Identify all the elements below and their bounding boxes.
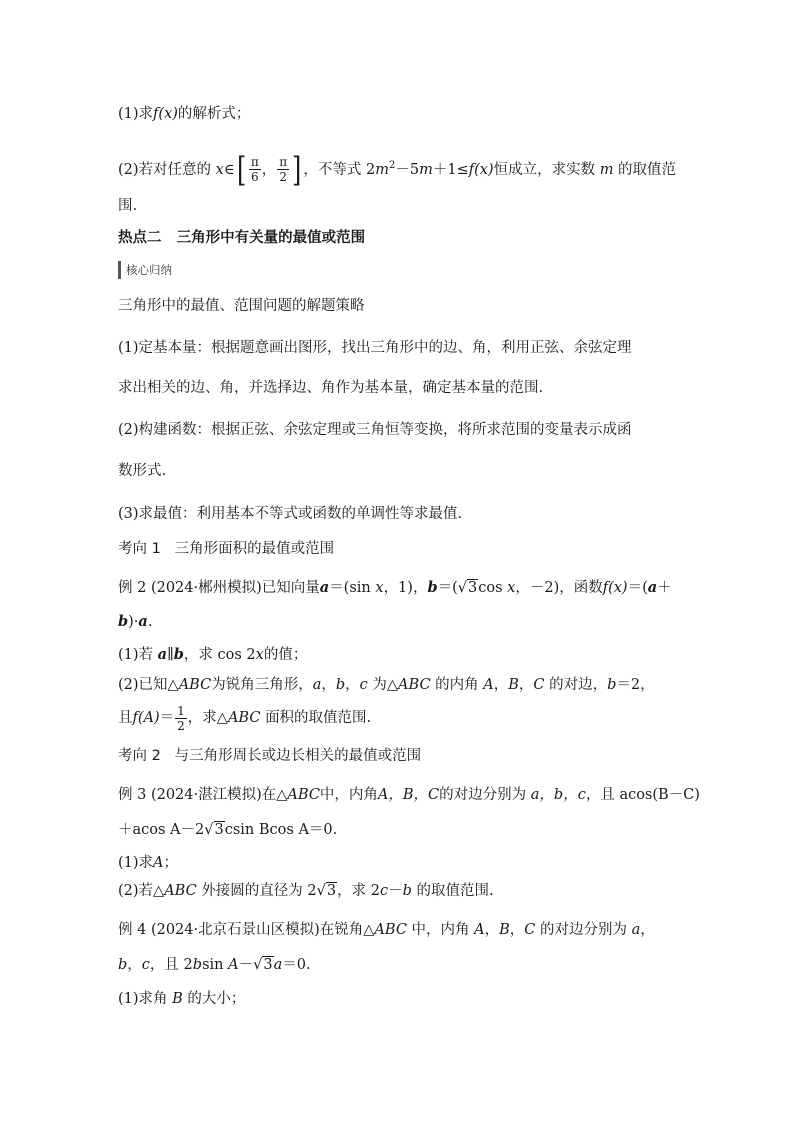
question-2-cont: 围. — [118, 198, 138, 214]
example-3-q1: (1)求A； — [118, 855, 179, 871]
hotspot-heading: 热点二 三角形中有关量的最值或范围 — [118, 230, 366, 246]
direction-2-heading: 考向 2 与三角形周长或边长相关的最值或范围 — [118, 748, 422, 764]
example-2-q2-cont: 且f(A)＝ $\frac{1}{2}$ ，求△ABC 面积的取值范围. — [118, 703, 372, 733]
example-3-q2: (2)若△ABC 外接圆的直径为 2√3，求 2c－b 的取值范围. — [118, 883, 494, 899]
core-summary-tag: 核心归纳 — [118, 261, 172, 279]
fraction-pi-6: $\frac{\pi}{6}$ — [250, 155, 259, 185]
fraction-1-2: $\frac{1}{2}$ — [177, 703, 185, 733]
strategy-title: 三角形中的最值、范围问题的解题策略 — [118, 298, 365, 314]
step-1-cont: 求出相关的边、角，并选择边、角作为基本量，确定基本量的范围. — [118, 380, 544, 396]
question-1: (1)求f(x)的解析式； — [118, 106, 251, 122]
step-1: (1)定基本量：根据题意画出图形，找出三角形中的边、角，利用正弦、余弦定理 — [118, 340, 632, 356]
example-4-cont: b，c，且 2bsin A－√3a＝0. — [118, 957, 311, 973]
direction-1-heading: 考向 1 三角形面积的最值或范围 — [118, 541, 335, 557]
example-2-q1: (1)若 a∥b，求 cos 2x的值； — [118, 646, 308, 663]
right-bracket: ] — [292, 149, 302, 190]
question-2: (2)若对任意的 x∈[ $\frac{\pi}{6}$ ， $\frac{\pi}{2}$ ] ，不等式 $2m^2-5m+1\le f(x)$恒成立，求实数 m 的取值范 — [118, 149, 677, 190]
example-4: 例 4 (2024·北京石景山区模拟)在锐角△ABC 中，内角 A，B，C 的对边分别为 a， — [118, 922, 655, 938]
step-2: (2)构建函数：根据正弦、余弦定理或三角恒等变换，将所求范围的变量表示成函 — [118, 422, 632, 438]
example-3-cont: ＋acos A－2√3csin Bcos A＝0. — [118, 822, 338, 838]
example-4-q1: (1)求角 B 的大小； — [118, 991, 246, 1007]
left-bracket: [ — [236, 149, 246, 190]
step-2-cont: 数形式. — [118, 463, 167, 479]
function-fx: f(x) — [153, 106, 178, 122]
step-3: (3)求最值：利用基本不等式或函数的单调性等求最值. — [118, 506, 463, 522]
example-3: 例 3 (2024·湛江模拟)在△ABC中，内角A，B，C的对边分别为 a，b，c，且 acos(B－C) — [118, 787, 700, 803]
example-2: 例 2 (2024·郴州模拟)已知向量a＝(sin x，1)，b＝(√3cos x，－2)，函数f(x)＝(a＋ — [118, 579, 672, 596]
fraction-pi-2: $\frac{\pi}{2}$ — [279, 155, 288, 185]
example-2-q2: (2)已知△ABC为锐角三角形，a，b，c 为△ABC 的内角 A，B，C 的对边，b＝2， — [118, 677, 655, 693]
example-2-cont: b)·a. — [118, 613, 153, 630]
